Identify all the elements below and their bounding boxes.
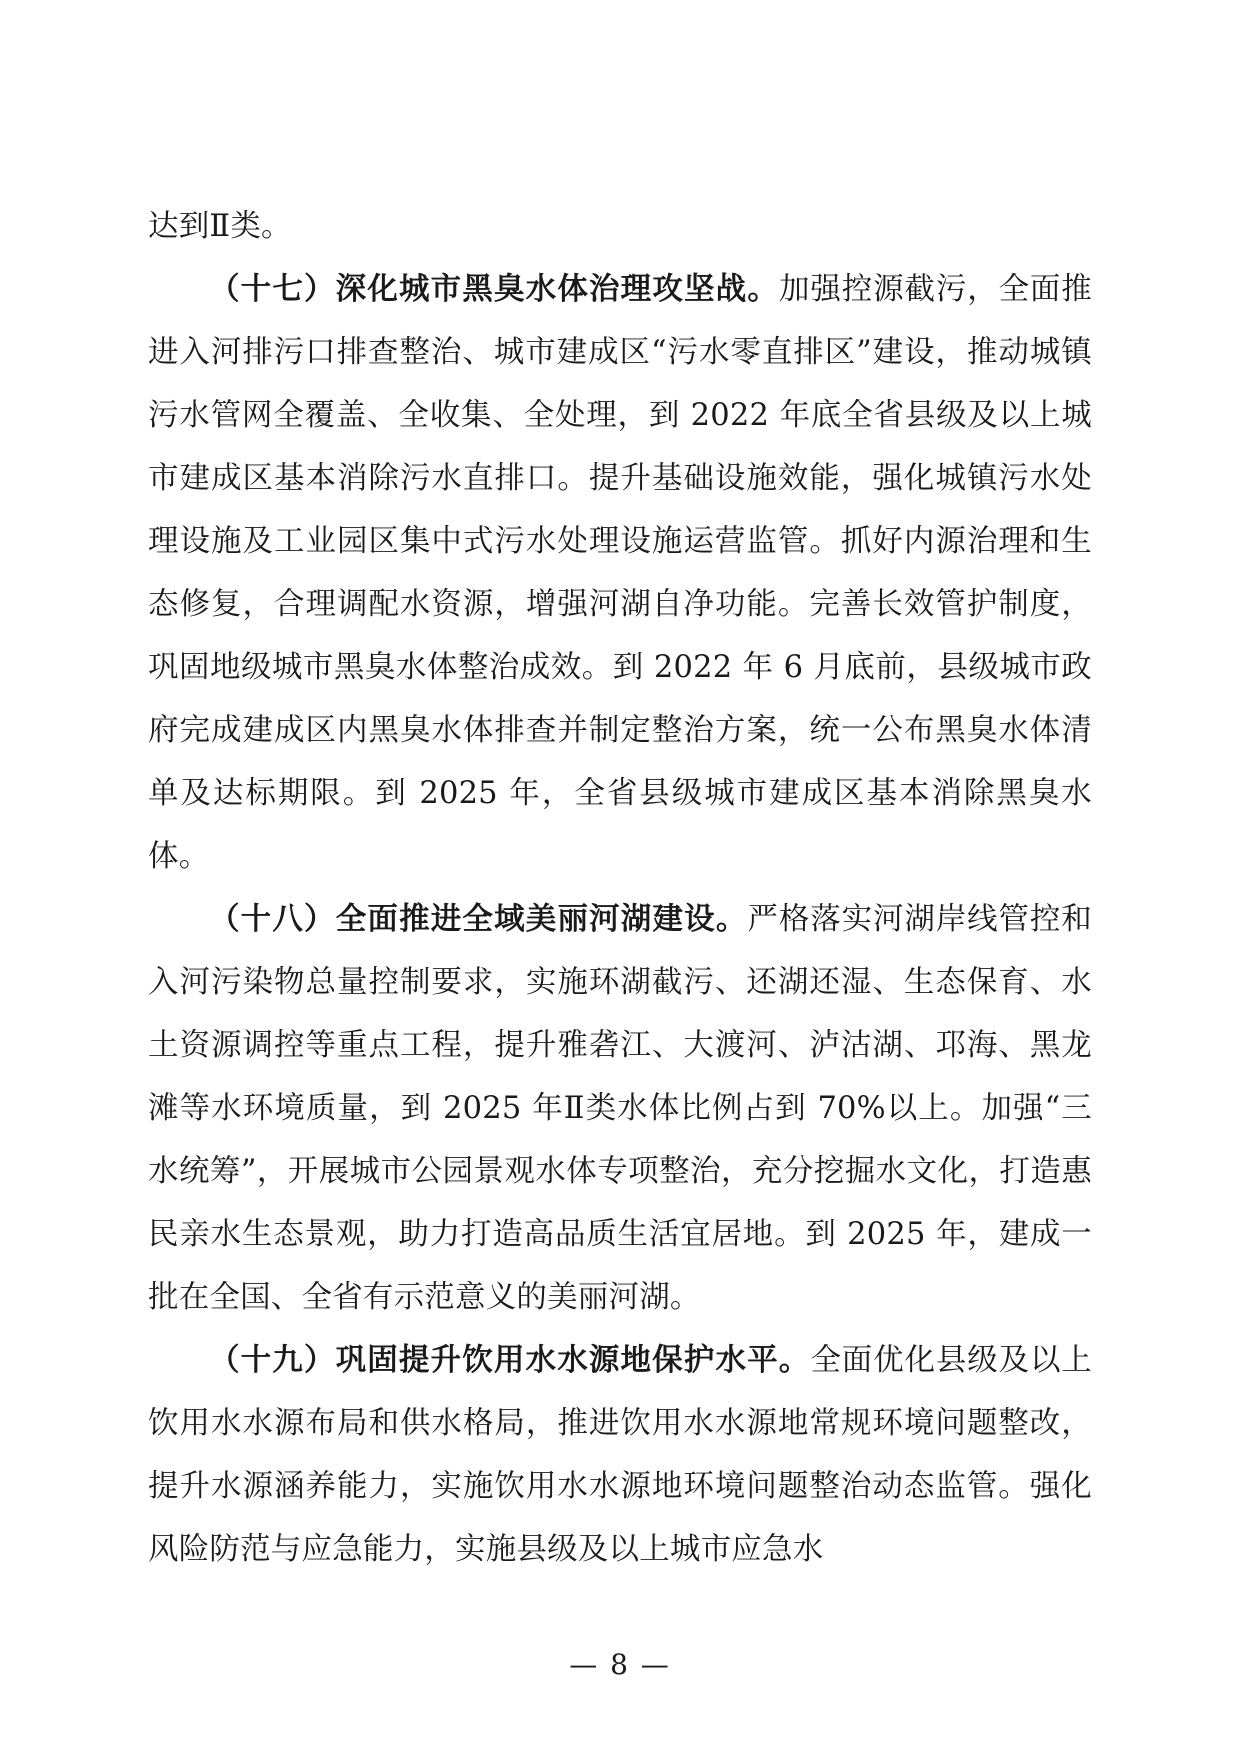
- paragraph-text: 严格落实河湖岸线管控和入河污染物总量控制要求，实施环湖截污、还湖还湿、生态保育、水土资源调控等重点工程，提升雅砻江、大渡河、泸沽湖、邛海、黑龙滩等水环境质量，到 2025 年Ⅱ类水体比例占到 70%以上。加强“三水统筹”，开展城市公园景观水体专项整治，充分挖掘水文化，打造惠民亲水生态景观，助力打造高品质生活宜居地。到 2025 年，建成一批在全国、全省有示范意义的美丽河湖。: [148, 902, 1093, 1315]
- paragraph-text: 达到Ⅱ类。: [148, 209, 292, 244]
- page-number: — 8 —: [569, 1648, 671, 1681]
- section-heading-17: （十七）深化城市黑臭水体治理攻坚战。: [209, 272, 779, 307]
- paragraph-continuation: [148, 195, 1092, 258]
- paragraph-section-17: [148, 258, 1092, 888]
- paragraph-section-18: [148, 888, 1092, 1329]
- document-body: [148, 195, 1092, 1581]
- section-heading-18: （十八）全面推进全域美丽河湖建设。: [209, 902, 748, 937]
- paragraph-text: 全面优化县级及以上饮用水水源布局和供水格局，推进饮用水水源地常规环境问题整改，提升水源涵养能力，实施饮用水水源地环境问题整治动态监管。强化风险防范与应急能力，实施县级及以上城市应急水: [148, 1343, 1092, 1567]
- section-heading-19: （十九）巩固提升饮用水水源地保护水平。: [209, 1343, 811, 1378]
- paragraph-section-19: [148, 1329, 1092, 1581]
- paragraph-text: 加强控源截污，全面推进入河排污口排查整治、城市建成区“污水零直排区”建设，推动城镇污水管网全覆盖、全收集、全处理，到 2022 年底全省县级及以上城市建成区基本消除污水直排口。提升基础设施效能，强化城镇污水处理设施及工业园区集中式污水处理设施运营监管。抓好内源治理和生态修复，合理调配水资源，增强河湖自净功能。完善长效管护制度，巩固地级城市黑臭水体整治成效。到 2022 年 6 月底前，县级城市政府完成建成区内黑臭水体排查并制定整治方案，统一公布黑臭水体清单及达标期限。到 2025 年，全省县级城市建成区基本消除黑臭水体。: [148, 272, 1092, 874]
